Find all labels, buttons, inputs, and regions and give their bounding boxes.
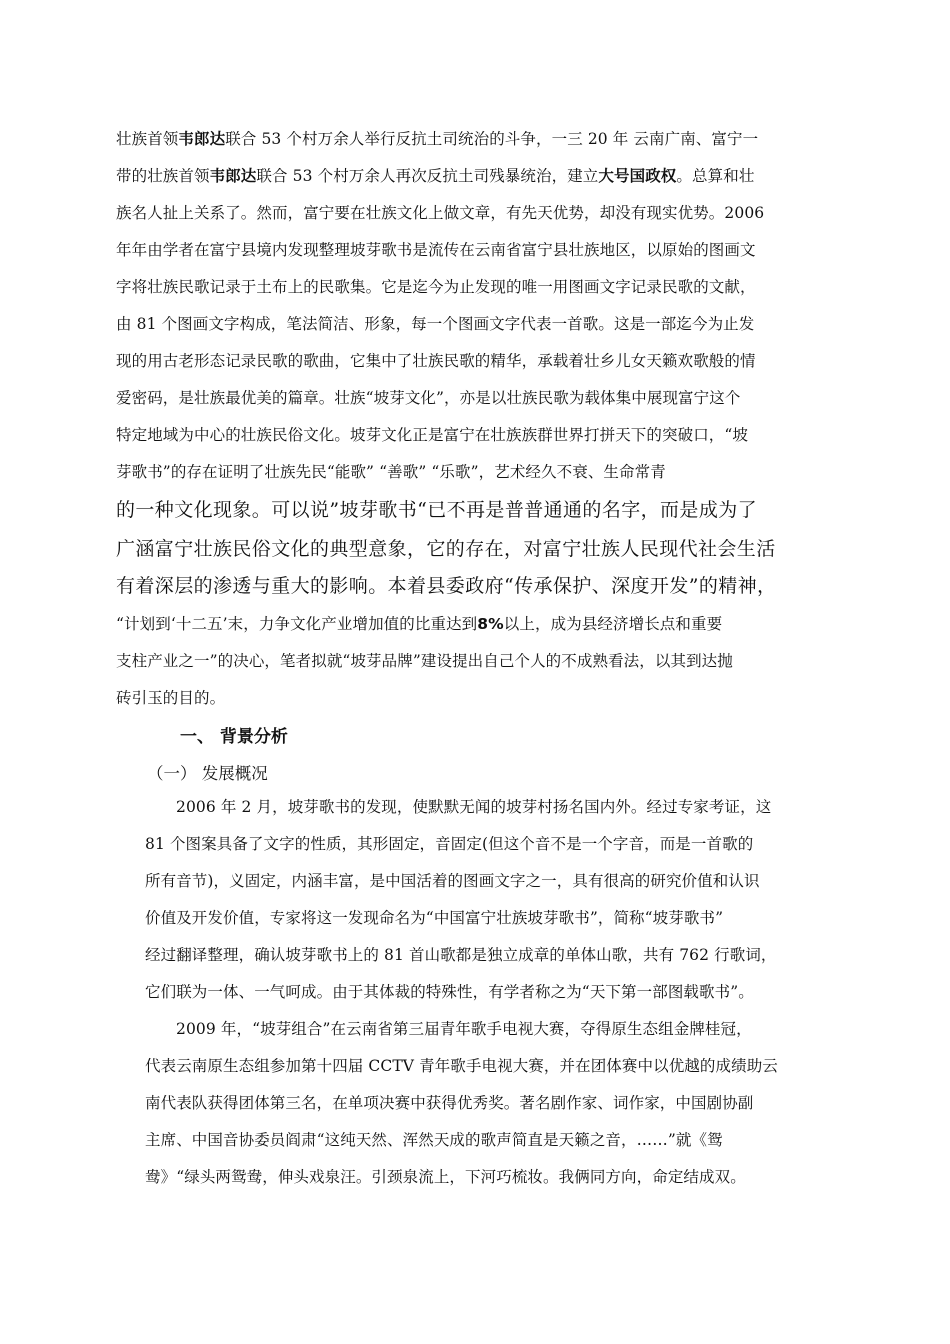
text-run: 爱密码，是壮族最优美的篇章。壮族“坡芽文化”，亦是以壮族民歌为载体集中展现富宁这个 [116,389,741,407]
text-line: 81 个图案具备了文字的性质，其形固定，音固定(但这个音不是一个字音，而是一首歌的 [145,835,754,853]
text-line [116,240,756,260]
text-line [116,574,776,598]
text-line [116,351,756,371]
text-line [116,203,764,223]
bold-text-run: 大号国政权 [598,167,677,185]
bold-text-run: 韦郎达 [178,130,226,148]
text-line [116,688,225,708]
text-run: 砖引玉的目的。 [116,689,226,707]
text-line [116,614,722,634]
text-line [116,129,758,149]
text-run: 字将壮族民歌记录于土布上的民歌集。它是迄今为止发现的唯一用图画文字记录民歌的文献， [116,278,756,296]
text-line [116,498,757,522]
text-line: 所有音节)，义固定，内涵丰富，是中国活着的图画文字之一，具有很高的研究价值和认识 [145,872,760,890]
text-run: 。总算和壮 [676,167,755,185]
text-run: 带的壮族首领 [116,167,210,185]
text-run: 支柱产业之一”的决心，笔者拟就“坡芽品牌”建设提出自己个人的不成熟看法，以其到达抛 [116,652,733,670]
section-heading: 一、 背景分析 [180,727,288,747]
sub-heading: （一） 发展概况 [147,764,268,783]
text-line [116,166,754,186]
text-line: 南代表队获得团体第三名，在单项决赛中获得优秀奖。著名剧作家、词作家，中国剧协副 [145,1094,754,1112]
text-run: 联合 53 个村万余人举行反抗土司统治的斗争，一三 20 年 云南广南、富宁一 [225,130,759,148]
text-run: 壮族首领 [116,130,179,148]
text-run: 联合 53 个村万余人再次反抗土司残暴统治，建立 [256,167,599,185]
text-run: 特定地域为中心的壮族民俗文化。坡芽文化正是富宁在壮族族群世界打拼天下的突破口，“坡 [116,426,749,444]
text-line [116,462,666,482]
text-line: 主席、中国音协委员阎肃“这纯天然、浑然天成的歌声简直是天籁之音，……”就《鸳 [145,1131,723,1149]
text-line [116,277,756,297]
text-run: 族名人扯上关系了。然而，富宁要在壮族文化上做文章，有先天优势，却没有现实优势。2006 [116,204,765,222]
text-line: 它们联为一体、一气呵成。由于其体裁的特殊性，有学者称之为“天下第一部图载歌书”。 [145,983,754,1001]
text-line: 价值及开发价值，专家将这一发现命名为“中国富宁壮族坡芽歌书”，简称“坡芽歌书” [145,909,724,927]
text-line: 2006 年 2 月，坡芽歌书的发现，使默默无闻的坡芽村扬名国内外。经过专家考证，这 [176,798,772,816]
text-line [116,425,748,445]
text-line: 2009 年，“坡芽组合”在云南省第三届青年歌手电视大赛，夺得原生态组金牌桂冠， [176,1020,752,1038]
bold-text-run: 韦郎达 [209,167,257,185]
text-run: 芽歌书”的存在证明了壮族先民“能歌” “善歌” “乐歌”，艺术经久不衰、生命常青 [116,463,666,481]
text-run: 以上，成为县经济增长点和重要 [503,615,723,633]
text-line [116,651,733,671]
text-line [116,537,776,561]
text-run: 广涵富宁壮族民俗文化的典型意象，它的存在，对富宁壮族人民现代社会生活 [116,538,776,560]
bold-text-run: 8% [477,615,504,633]
text-run: 的一种文化现象。可以说”坡芽歌书“已不再是普普通通的名字，而是成为了 [116,499,758,521]
text-run: 有着深层的渗透与重大的影响。本着县委政府“传承保护、深度开发”的精神， [116,575,777,597]
text-line [116,388,740,408]
text-run: 现的用古老形态记录民歌的歌曲，它集中了壮族民歌的精华，承载着壮乡儿女天籁欢歌般的情 [116,352,756,370]
text-run: 由 81 个图画文字构成，笔法简洁、形象，每一个图画文字代表一首歌。这是一部迄今为止发 [116,315,755,333]
text-line: 代表云南原生态组参加第十四届 CCTV 青年歌手电视大赛，并在团体赛中以优越的成绩助云 [145,1057,778,1075]
text-run: 年年由学者在富宁县境内发现整理坡芽歌书是流传在云南省富宁县壮族地区，以原始的图画文 [116,241,756,259]
text-line: 经过翻译整理，确认坡芽歌书上的 81 首山歌都是独立成章的单体山歌，共有 762 行歌词， [145,946,777,964]
text-run: “计划到‘十二五’末，力争文化产业增加值的比重达到 [116,615,478,633]
text-line [116,314,754,334]
text-line: 鸯》“绿头两鸳鸯，伸头戏泉汪。引颈泉流上，下河巧梳妆。我俩同方向，命定结成双。 [145,1168,746,1186]
